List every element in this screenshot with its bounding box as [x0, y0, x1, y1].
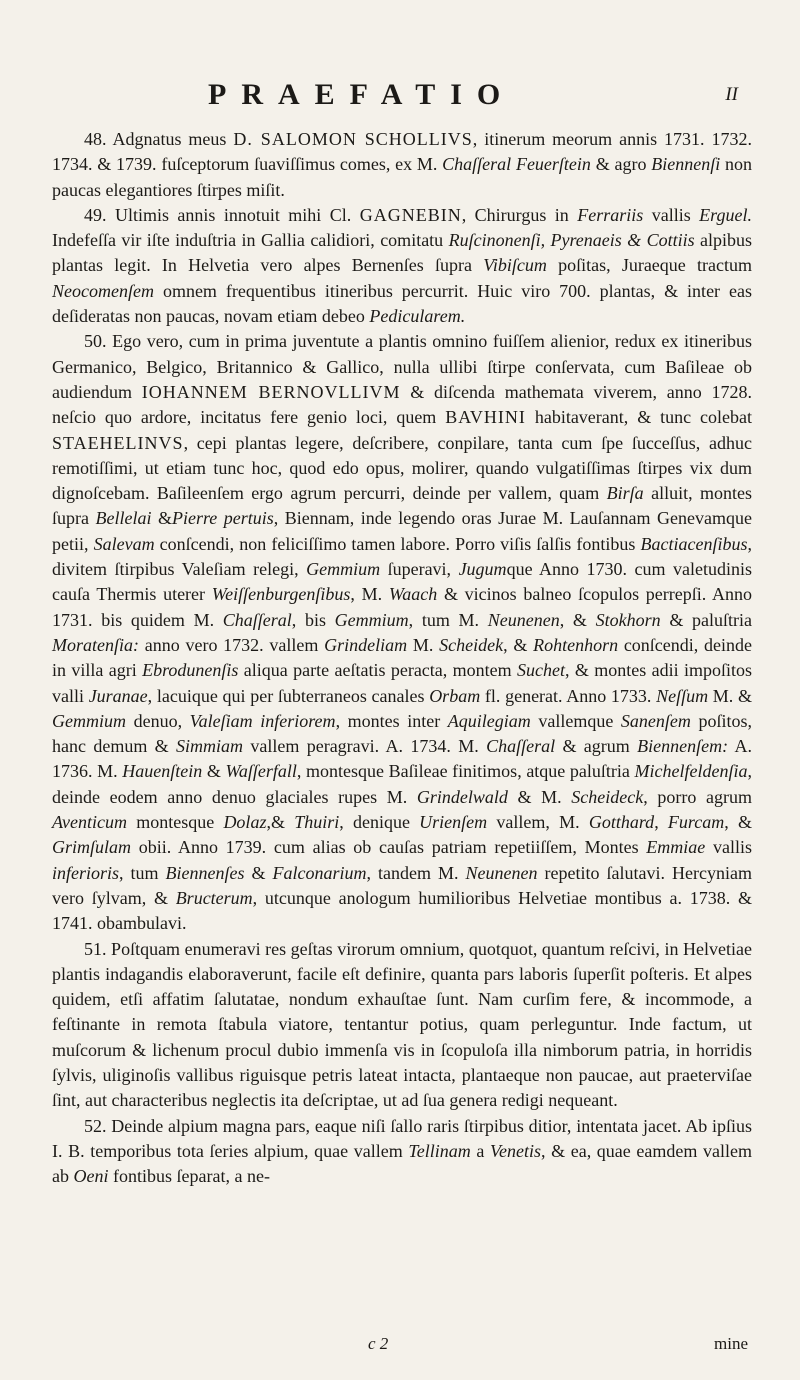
text-run: , deinde eodem anno denuo glaciales rupes M. — [52, 761, 752, 807]
italic-run: Weiſſenburgenſibus — [211, 584, 351, 605]
small-caps-name: IOHANNEM BERNOVLLIVM — [141, 381, 401, 402]
italic-run: Moratenſia: — [52, 634, 139, 655]
text-run: 48. Adgnatus meus — [84, 129, 234, 149]
italic-run: Chaſſeral — [222, 609, 292, 630]
text-run: aliqua parte aeſtatis peracta, montem — [238, 660, 518, 681]
text-run: , & — [724, 812, 752, 833]
italic-run: Ebrodunenſis — [142, 660, 239, 681]
italic-run: Vibiſcum — [483, 255, 547, 276]
italic-run: Aventicum — [52, 812, 127, 833]
text-run: vallis — [705, 837, 752, 858]
small-caps-name: BAVHINI — [445, 407, 526, 428]
italic-run: Ruſcinonenſi, Pyrenaeis & Cottiis — [448, 230, 695, 251]
italic-run: Grindelwald — [416, 786, 508, 807]
text-run: Indefeſſa vir iſte induſtria in Gallia calidiori, comitatu — [52, 230, 449, 251]
text-run: vallem, M. — [487, 812, 589, 833]
italic-run: Chaſſeral Feuerſtein — [442, 154, 591, 175]
text-run: , & — [559, 609, 596, 630]
text-run: M. — [407, 634, 440, 655]
text-run: , montes inter — [335, 710, 448, 731]
italic-run: Dolaz — [223, 812, 267, 833]
italic-run: Gemmium — [52, 710, 126, 731]
italic-run: Pierre pertuis — [171, 508, 274, 529]
italic-run: Waach — [388, 584, 438, 605]
text-run: & vicinos balneo ſcopulos perrepſi. Anno 1731. bis quidem M. — [52, 584, 752, 630]
italic-run: Ferrariis — [577, 204, 644, 225]
italic-run: Sanenſem — [620, 710, 691, 731]
small-caps-name: D. SALOMON SCHOLLIVS — [233, 129, 473, 149]
text-run: , divitem ſtirpibus Valeſiam relegi, — [52, 533, 752, 580]
text-run: , bis — [291, 609, 335, 630]
text-run: , Biennam, inde legendo oras Jurae M. Lauſannam Genevamque petii, — [52, 508, 752, 554]
italic-run: Furcam — [667, 812, 725, 833]
italic-run: Waſſerfall — [225, 761, 297, 782]
text-run: que Anno 1730. cum valetudinis cauſa Thermis uterer — [52, 559, 752, 605]
italic-run: Gotthard — [588, 812, 655, 833]
italic-run: Rohtenhorn — [533, 634, 619, 655]
italic-run: Bructerum — [175, 887, 253, 908]
italic-run: Biennenſes — [165, 862, 245, 883]
italic-run: Scheideck — [571, 786, 644, 807]
text-run: 51. Poſtquam enumeravi res geſtas virorum omnium, quotquot, quantum reſcivi, in Helvetiae plantis indagandis elaboraverunt, facile eſt definire, quanta pars laboris ſuperſit poſteris. Et alpes quidem, etſi affatim ſalutatae, nondum exhauſtae ſunt. Nam curſim fere, & incommode, a feſtinante in remota ſtabula viatore, tentantur potius, quam perleguntur. Inde factum, ut muſcorum & lichenum procul dubio immenſa vis in ſcopuloſa illa nimborum patria, in horridis ſylvis, uliginoſis vallibus riguisque petris lateat intacta, plantaeque non paucae, aut praeterviſae ſint, aut characteribus neglectis ita deſcriptae, ut ad ſua genera redigi nequeant. — [52, 938, 752, 1111]
text-run: vallemque — [530, 710, 621, 731]
text-run: alpibus plantas legit. In Helvetia vero alpes Bernenſes ſupra — [52, 230, 753, 276]
text-run: repetito ſalutavi. Hercyniam vero ſylvam, & — [52, 862, 752, 908]
text-run: & — [244, 862, 273, 883]
text-run: a — [470, 1140, 490, 1161]
text-run: montesque — [126, 812, 224, 833]
text-run: & agro — [590, 154, 652, 175]
paragraph-50 — [52, 329, 752, 936]
text-run: , lacuique qui per ſubterraneos canales — [147, 685, 430, 706]
italic-run: Biennenſi — [651, 154, 721, 175]
text-run: , Chirurgus in — [461, 204, 578, 225]
text-run: habitaverant, & tunc colebat — [525, 407, 752, 428]
text-run: 50. Ego vero, cum in prima juventute a plantis omnino fuiſſem alienior, redux ex itineribus Germanico, Belgico, Britannico & Gallico, nulla ullibi ſtirpe conſervata, cum Baſileae ob audiendum — [52, 331, 752, 402]
small-caps-name: STAEHELINVS — [52, 432, 184, 453]
running-title: PRAEFATIO — [208, 78, 516, 111]
paragraph-51 — [52, 937, 752, 1114]
italic-run: Juranae — [88, 685, 148, 706]
italic-run: Scheidek — [439, 634, 504, 655]
italic-run: Valeſiam inferiorem — [189, 710, 336, 731]
text-run: ſuperavi, — [380, 559, 459, 580]
text-run: denuo, — [126, 710, 190, 731]
text-run: poſitas, Juraeque tractum — [546, 255, 752, 276]
text-run: & M. — [507, 786, 572, 807]
text-run: conſcendi, non feliciſſimo tamen labore. Porro viſis ſalſis fontibus — [154, 533, 641, 554]
text-run: , itinerum meorum annis 1731. 1732. 1734. & 1739. fuſceptorum ſuaviſſimus comes, ex M. — [52, 129, 753, 175]
text-run: alluit, montes ſupra — [52, 483, 752, 529]
italic-run: Grindeliam — [324, 634, 408, 655]
text-run: fl. generat. Anno 1733. — [480, 685, 657, 706]
italic-run: Neunenen — [487, 609, 560, 630]
italic-run: Venetis — [489, 1140, 541, 1161]
text-run: , cepi plantas legere, deſcribere, conpilare, tanta cum ſpe ſucceſſus, adhuc remotiſſimi, ut etiam tunc hoc, quod edo opus, molirer, quando vulgatiſſimas ſtirpes vix dum dignoſcebam. Baſileenſem ergo agrum percurri, deinde per vallem, quam — [52, 432, 752, 504]
body-text — [52, 127, 752, 1189]
italic-run: Thuiri — [294, 812, 340, 833]
page-header — [0, 78, 800, 118]
signature-mark: c 2 — [368, 1334, 389, 1353]
paragraph-49 — [52, 203, 752, 329]
italic-run: Bellelai — [95, 508, 152, 529]
italic-run: Chaſſeral — [486, 736, 556, 757]
catchword: mine — [714, 1334, 748, 1353]
italic-run: Oeni — [73, 1166, 109, 1187]
italic-run: Birſa — [606, 483, 644, 504]
text-run: , tum M. — [408, 609, 488, 630]
italic-run: Tellinam — [408, 1140, 471, 1161]
text-run: , — [654, 812, 668, 833]
text-run: M. & — [708, 685, 752, 706]
paragraph-48 — [52, 127, 752, 203]
text-run: 52. Deinde alpium magna pars, eaque niſi ſallo raris ſtirpibus ditior, intentata jacet. Ab ipſius I. B. temporibus tota ſeries alpium, quae vallem — [52, 1115, 752, 1161]
italic-run: Gemmium — [334, 609, 409, 630]
text-run: , & — [503, 634, 534, 655]
italic-run: Simmiam — [176, 736, 244, 757]
text-run: , tandem M. — [366, 862, 466, 883]
text-run: anno vero 1732. vallem — [139, 634, 325, 655]
page-footer — [0, 1334, 800, 1358]
text-run: , montesque Baſileae finitimos, atque paluſtria — [296, 761, 635, 782]
text-run: vallem peragravi. A. 1734. M. — [243, 736, 487, 757]
italic-run: Urienſem — [419, 812, 488, 833]
paragraph-52 — [52, 1114, 752, 1190]
italic-run: Pedicularem. — [369, 306, 466, 327]
italic-run: Falconarium — [272, 862, 367, 883]
text-run: & agrum — [555, 736, 638, 757]
text-run: & — [151, 508, 172, 529]
italic-run: Jugum — [458, 559, 507, 580]
text-run: poſitos, hanc demum & — [52, 710, 752, 757]
italic-run: Gemmium — [306, 559, 381, 580]
italic-run: inferioris — [52, 862, 120, 883]
italic-run: Biennenſem: — [637, 736, 729, 757]
italic-run: Stokhorn — [595, 609, 661, 630]
italic-run: Neſſum — [656, 685, 709, 706]
italic-run: Erguel. — [699, 204, 752, 225]
text-run: , porro agrum — [643, 786, 752, 807]
text-run: , denique — [339, 812, 420, 833]
italic-run: Michelfeldenſia — [634, 761, 748, 782]
text-run: ,& — [266, 812, 295, 833]
italic-run: Salevam — [93, 533, 155, 554]
italic-run: Emmiae — [646, 837, 706, 858]
text-run: 49. Ultimis annis innotuit mihi Cl. — [84, 204, 360, 225]
text-run: A. 1736. M. — [52, 736, 752, 782]
text-run: omnem frequentibus itineribus percurrit. Huic viro 700. plantas, & inter eas deſideratas non paucas, novam etiam debeo — [52, 280, 752, 327]
italic-run: Hauenſtein — [122, 761, 203, 782]
page-number: II — [725, 84, 738, 105]
text-run: fontibus ſeparat, a ne- — [108, 1166, 270, 1187]
text-run: & paluſtria — [660, 609, 752, 630]
text-run: & diſcenda mathemata viverem, anno 1728. neſcio quo ardore, incitatus fere genio loci, quem — [52, 381, 752, 428]
text-run: , & montes adii impoſitos valli — [52, 660, 752, 706]
text-run: , utcunque anologum humilioribus Helvetiae montibus a. 1738. & 1741. obambulavi. — [52, 887, 752, 934]
text-run: obii. Anno 1739. cum alias ob cauſas patriam repetiiſſem, Montes — [131, 837, 647, 858]
italic-run: Suchet — [517, 660, 566, 681]
small-caps-name: GAGNEBIN — [359, 204, 462, 225]
text-run: , tum — [119, 862, 166, 883]
italic-run: Neunenen — [465, 862, 538, 883]
italic-run: Aquilegiam — [447, 710, 531, 731]
text-run: , & ea, quae eamdem vallem ab — [52, 1140, 752, 1187]
italic-run: Bactiacenſibus — [640, 533, 748, 554]
text-run: , M. — [350, 584, 389, 605]
italic-run: Neocomenſem — [52, 280, 154, 301]
text-run: non paucas elegantiores ſtirpes miſit. — [52, 154, 753, 200]
text-run: conſcendi, deinde in villa agri — [52, 634, 752, 681]
text-run: & — [202, 761, 226, 782]
italic-run: Orbam — [429, 685, 481, 706]
italic-run: Grimſulam — [52, 837, 132, 858]
text-run: vallis — [643, 204, 700, 225]
